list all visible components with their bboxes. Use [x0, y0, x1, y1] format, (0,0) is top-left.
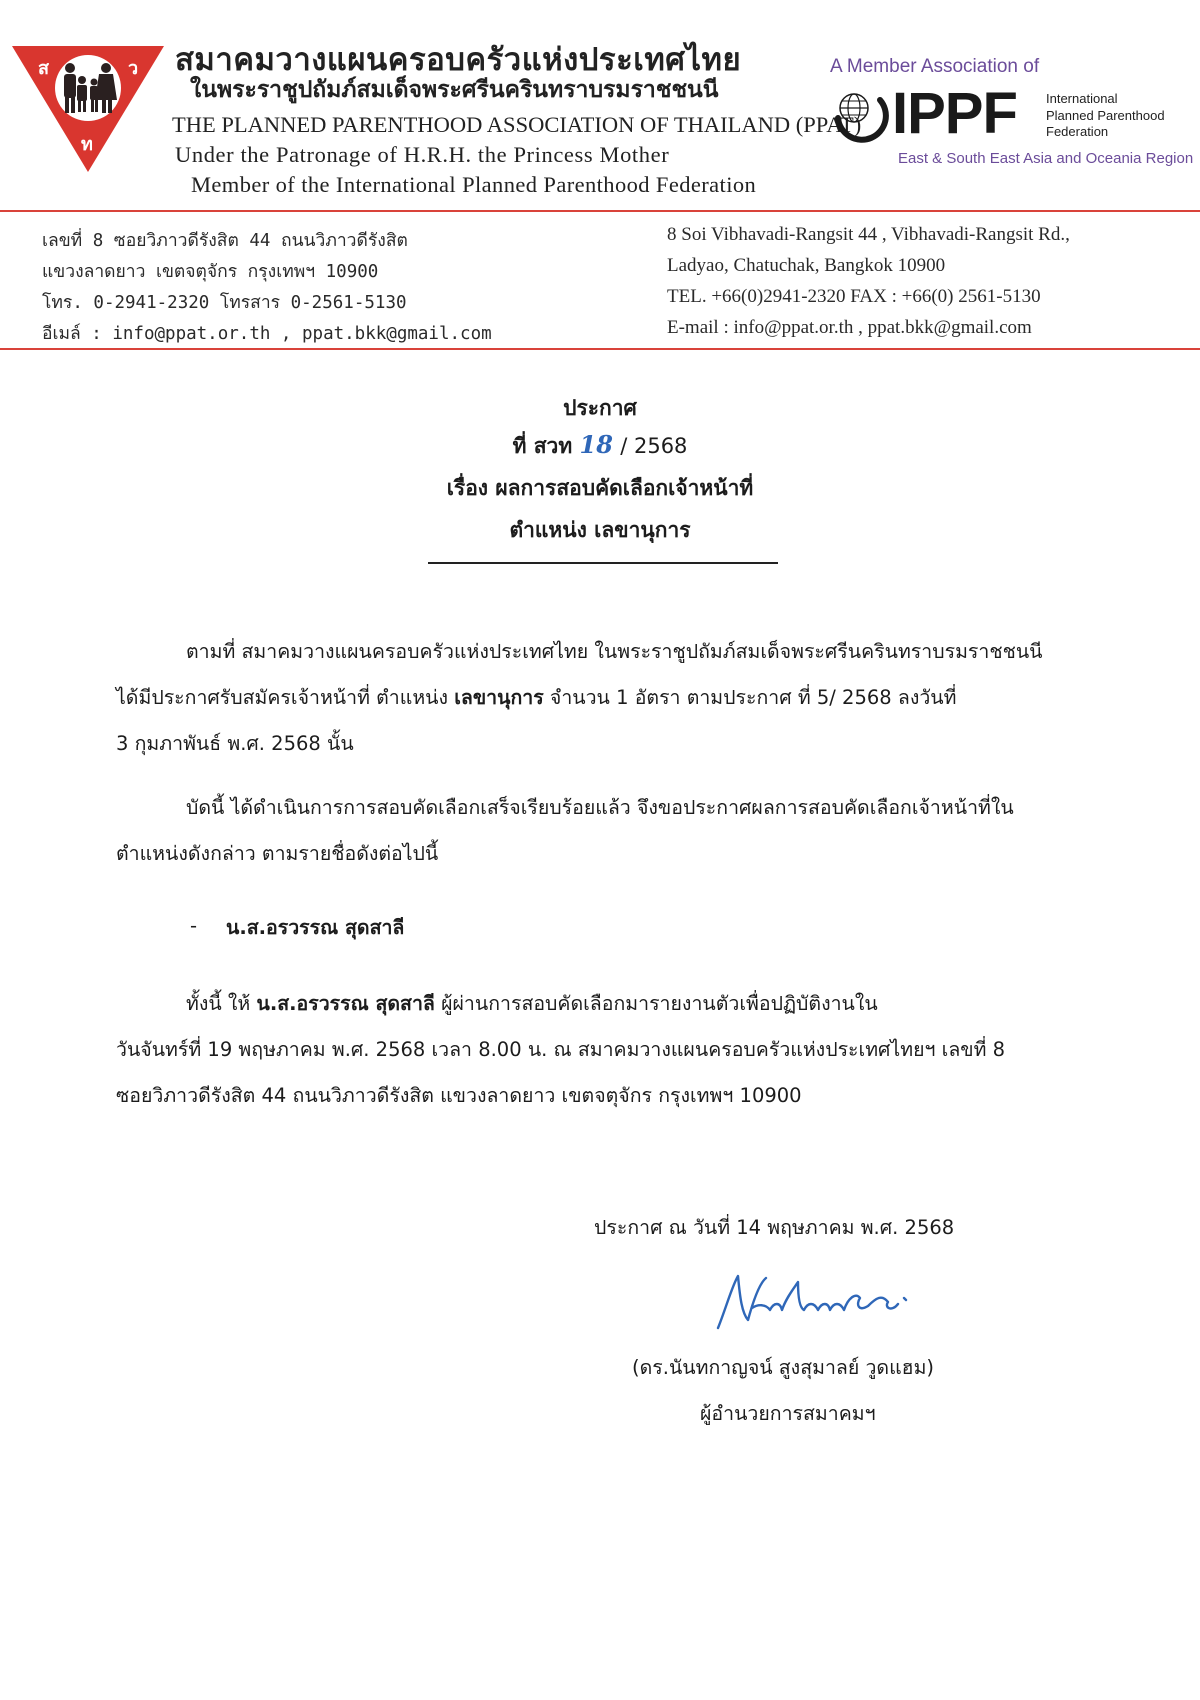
- paragraph-1-line-1: ตามที่ สมาคมวางแผนครอบครัวแห่งประเทศไทย ในพระราชูปถัมภ์สมเด็จพระศรีนครินทราบรมราชชนนี: [186, 640, 1043, 663]
- org-name-th: สมาคมวางแผนครอบครัวแห่งประเทศไทย: [175, 42, 742, 78]
- paragraph-1-line-2: [116, 682, 956, 713]
- paragraph-3-line-3: ซอยวิภาวดีรังสิต 44 ถนนวิภาวดีรังสิต แขวงลาดยาว เขตจตุจักร กรุงเทพฯ 10900: [116, 1084, 802, 1107]
- p3-text: ทั้งนี้ ให้: [186, 992, 251, 1015]
- address-th-line: แขวงลาดยาว เขตจตุจักร กรุงเทพฯ 10900: [42, 262, 379, 282]
- email-th: อีเมล์ : info@ppat.or.th , ppat.bkk@gmail.com: [42, 324, 492, 344]
- address-en-line: Ladyao, Chatuchak, Bangkok 10900: [667, 255, 946, 276]
- signature: [708, 1268, 938, 1338]
- signer-name: (ดร.นันทกาญจน์ สูงสุมาลย์ วูดแฮม): [632, 1356, 935, 1379]
- ippf-full-name: [1046, 91, 1165, 141]
- paragraph-1-line-3: 3 กุมภาพันธ์ พ.ศ. 2568 นั้น: [116, 732, 354, 755]
- number-suffix: / 2568: [620, 434, 688, 458]
- svg-text:ท: ท: [81, 134, 93, 155]
- member-en: Member of the International Planned Parenthood Federation: [191, 172, 757, 197]
- phone-en: TEL. +66(0)2941-2320 FAX : +66(0) 2561-5130: [667, 286, 1041, 307]
- p3-text: ผู้ผ่านการสอบคัดเลือกมารายงานตัวเพื่อปฏิบัติงานใน: [441, 992, 878, 1015]
- ippf-full-line: International: [1046, 91, 1118, 106]
- email-en: E-mail : info@ppat.or.th , ppat.bkk@gmail.com: [667, 317, 1032, 338]
- paragraph-3-line-2: วันจันทร์ที่ 19 พฤษภาคม พ.ศ. 2568 เวลา 8.00 น. ณ สมาคมวางแผนครอบครัวแห่งประเทศไทยฯ เลขที่ 8: [116, 1038, 1006, 1061]
- org-name-en: THE PLANNED PARENTHOOD ASSOCIATION OF THAILAND (PPAT): [172, 112, 862, 137]
- svg-text:ว: ว: [128, 58, 139, 79]
- p1-text: จำนวน 1 อัตรา ตามประกาศ ที่ 5/ 2568 ลงวันที่: [549, 686, 957, 709]
- phone-th: โทร. 0-2941-2320 โทรสาร 0-2561-5130: [42, 293, 407, 313]
- position-bold: เลขานุการ: [454, 686, 544, 709]
- paragraph-2-line-1: บัดนี้ ได้ดำเนินการการสอบคัดเลือกเสร็จเรียบร้อยแล้ว จึงขอประกาศผลการสอบคัดเลือกเจ้าหน้าที่ใน: [186, 796, 1014, 819]
- candidate-name-bold: น.ส.อรวรรณ สุดสาลี: [256, 992, 435, 1015]
- announcement-position: ตำแหน่ง เลขานุการ: [509, 518, 691, 542]
- svg-text:ส: ส: [38, 58, 49, 79]
- ppat-logo: [10, 44, 166, 174]
- ippf-globe-icon: [830, 86, 890, 148]
- patronage-en: Under the Patronage of H.R.H. the Princess Mother: [175, 142, 670, 167]
- ippf-full-line: Planned Parenthood: [1046, 107, 1165, 123]
- patronage-th: ในพระราชูปถัมภ์สมเด็จพระศรีนครินทราบรมราชชนนี: [190, 77, 719, 103]
- paragraph-2-line-2: ตำแหน่งดังกล่าว ตามรายชื่อดังต่อไปนี้: [116, 842, 439, 865]
- ippf-full-line: Federation: [1046, 124, 1109, 139]
- number-prefix: ที่ สวท: [512, 434, 573, 458]
- handwritten-number: 18: [579, 430, 613, 459]
- announcement-subject: เรื่อง ผลการสอบคัดเลือกเจ้าหน้าที่: [446, 476, 754, 500]
- address-th-line: เลขที่ 8 ซอยวิภาวดีรังสิต 44 ถนนวิภาวดีรังสิต: [42, 231, 408, 251]
- ippf-wordmark: IPPF: [892, 81, 1017, 146]
- list-dash: -: [190, 914, 198, 937]
- signer-title: ผู้อำนวยการสมาคมฯ: [700, 1402, 876, 1425]
- announcement-number: [0, 430, 1200, 463]
- title-underline: [428, 562, 778, 564]
- announcement-heading: ประกาศ: [563, 396, 637, 420]
- successful-candidate-name: น.ส.อรวรรณ สุดสาลี: [226, 916, 405, 939]
- ippf-region: East & South East Asia and Oceania Region: [898, 150, 1194, 167]
- ippf-member-label: A Member Association of: [830, 56, 1040, 77]
- announcement-date: ประกาศ ณ วันที่ 14 พฤษภาคม พ.ศ. 2568: [594, 1216, 955, 1239]
- address-en-line: 8 Soi Vibhavadi-Rangsit 44 , Vibhavadi-Rangsit Rd.,: [667, 224, 1070, 245]
- paragraph-3-line-1: [186, 988, 878, 1019]
- header-rule-top: [0, 210, 1200, 212]
- p1-text: ได้มีประกาศรับสมัครเจ้าหน้าที่ ตำแหน่ง: [116, 686, 449, 709]
- header-rule-bottom: [0, 348, 1200, 350]
